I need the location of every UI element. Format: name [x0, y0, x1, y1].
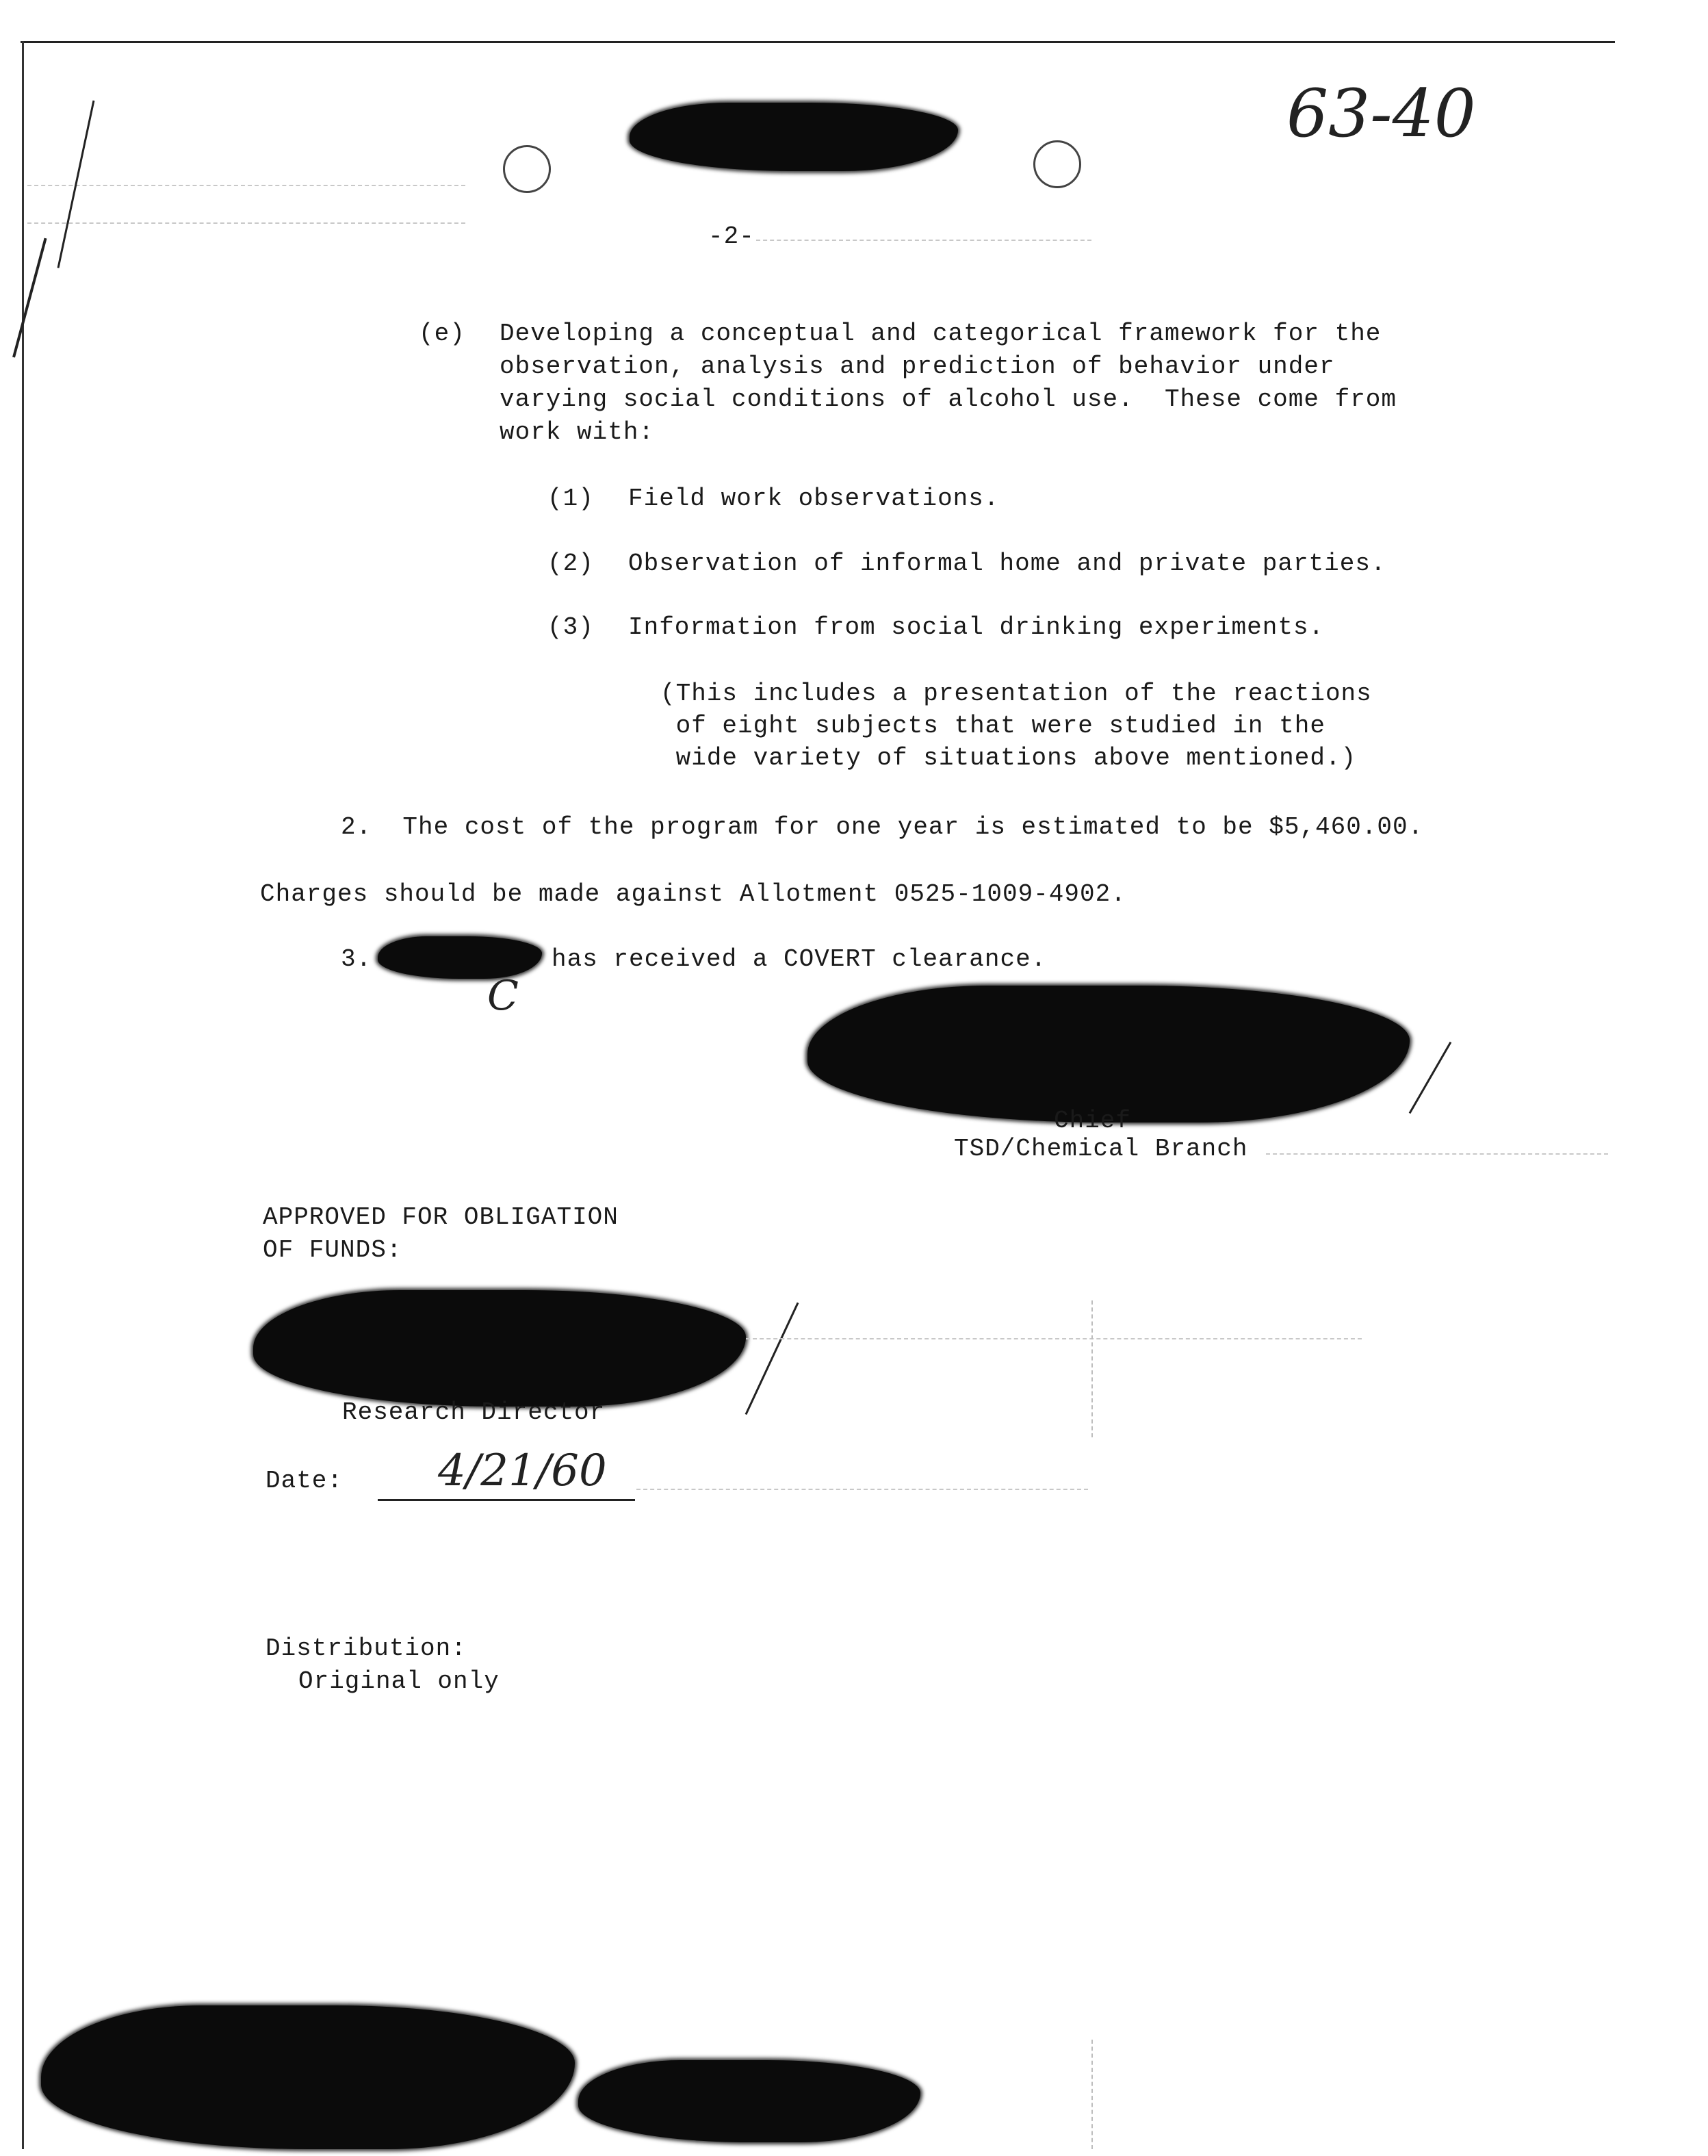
subitem-3-text: Information from social drinking experiments. — [628, 613, 1325, 641]
para2-line-1: 2. The cost of the program for one year is estimated to be $5,460.00. — [341, 813, 1424, 841]
faint-header-line-2 — [27, 222, 465, 224]
approval-date-label: Date: — [266, 1467, 344, 1495]
punch-hole-right — [1033, 140, 1081, 188]
item-e-line-1: Developing a conceptual and categorical framework for the — [500, 320, 1382, 348]
faint-header-line — [27, 185, 465, 186]
subitem-1-text: Field work observations. — [628, 485, 1000, 513]
para3-number: 3. — [341, 945, 372, 973]
signature-slash-chief — [1409, 1042, 1452, 1114]
note-line-2: of eight subjects that were studied in the — [660, 712, 1325, 740]
redaction-footer-right — [578, 2060, 920, 2142]
handwritten-reference: 63-40 — [1286, 75, 1476, 152]
director-signature-rule — [746, 1338, 1362, 1339]
distribution-label: Distribution: — [266, 1634, 467, 1663]
item-e-line-3: varying social conditions of alcohol use. These come from — [500, 385, 1397, 413]
para3-text: has received a COVERT clearance. — [552, 945, 1047, 973]
redaction-signature-chief — [807, 986, 1410, 1122]
item-e-line-4: work with: — [500, 418, 655, 446]
approval-signer-title: Research Director — [342, 1398, 606, 1426]
redaction-footer-left — [41, 2005, 575, 2149]
item-e-marker: (e) — [419, 320, 465, 348]
approval-line-1: APPROVED FOR OBLIGATION — [263, 1203, 619, 1231]
note-line-3: wide variety of situations above mentioned.) — [660, 744, 1357, 772]
subitem-2-marker: (2) — [547, 550, 594, 578]
item-e-line-2: observation, analysis and prediction of behavior under — [500, 352, 1335, 381]
date-underline — [378, 1499, 635, 1501]
redaction-signature-director — [253, 1290, 746, 1407]
date-faint-rule — [636, 1489, 1088, 1490]
signature-unit: TSD/Chemical Branch — [954, 1135, 1248, 1163]
redaction-header — [630, 103, 958, 171]
left-margin-line — [22, 41, 24, 2149]
page-number-rule — [756, 240, 1091, 241]
signature-slash-director — [745, 1302, 799, 1415]
top-border — [21, 41, 1615, 43]
page-number: -2- — [708, 222, 755, 251]
para2-line-2: Charges should be made against Allotment 0525-1009-4902. — [260, 880, 1126, 908]
faint-vertical-rule — [1091, 1300, 1093, 1437]
distribution-value: Original only — [298, 1667, 500, 1695]
note-line-1: (This includes a presentation of the reactions — [660, 680, 1372, 708]
punch-hole-left — [503, 145, 551, 193]
margin-pen-stroke — [12, 238, 47, 358]
subitem-1-marker: (1) — [547, 485, 594, 513]
signature-rule — [1266, 1153, 1608, 1155]
footer-vertical-rule — [1091, 2040, 1093, 2149]
signature-title: Chief — [1054, 1107, 1132, 1135]
subitem-3-marker: (3) — [547, 613, 594, 641]
subitem-2-text: Observation of informal home and private parties. — [628, 550, 1386, 578]
para3-handwritten-mark: C — [487, 972, 519, 1020]
approval-line-2: OF FUNDS: — [263, 1236, 402, 1264]
approval-date-value: 4/21/60 — [438, 1446, 607, 1496]
